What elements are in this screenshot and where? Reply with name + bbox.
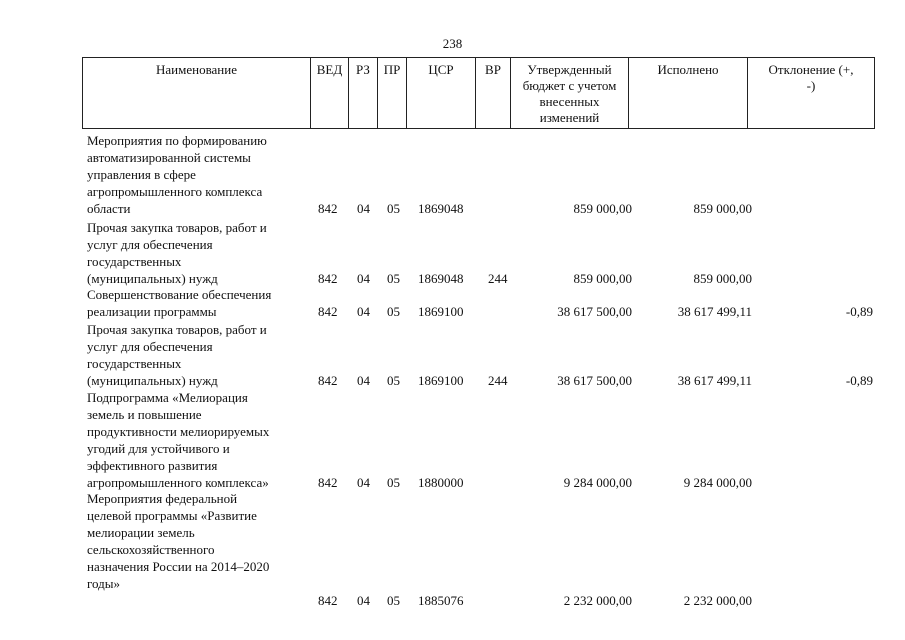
row-rz: 04 xyxy=(357,201,370,216)
row-executed: 9 284 000,00 xyxy=(683,475,752,490)
header-rz: РЗ xyxy=(349,58,378,129)
row-budget: 38 617 500,00 xyxy=(557,304,632,319)
row-rz: 04 xyxy=(357,271,370,286)
row-pr: 05 xyxy=(387,593,400,608)
row-rz: 04 xyxy=(357,593,370,608)
header-budget: Утвержденный бюджет с учетом внесенных изменений xyxy=(511,58,629,129)
row-name: Прочая закупка товаров, работ и услуг для обеспечения государственных (муниципальных) нужд xyxy=(87,220,267,286)
row-deviation: -0,89 xyxy=(845,373,873,388)
table-row xyxy=(0,219,905,287)
header-vr: ВР xyxy=(476,58,511,129)
row-csr: 1885076 xyxy=(418,593,464,608)
row-name: Мероприятия по формированию автоматизированной системы управления в сфере агропромышленного комплекса области xyxy=(87,133,267,216)
row-csr: 1869100 xyxy=(418,304,464,319)
header-ved: ВЕД xyxy=(311,58,349,129)
row-ved: 842 xyxy=(318,201,338,216)
header-deviation: Отклонение (+, -) xyxy=(748,58,875,129)
row-budget: 2 232 000,00 xyxy=(563,593,632,608)
row-rz: 04 xyxy=(357,475,370,490)
row-vr: 244 xyxy=(488,271,508,286)
row-csr: 1869048 xyxy=(418,271,464,286)
table-row xyxy=(0,132,905,217)
row-budget: 859 000,00 xyxy=(573,201,632,216)
row-ved: 842 xyxy=(318,593,338,608)
row-name: Совершенствование обеспечения реализации программы xyxy=(87,287,272,319)
row-name: Прочая закупка товаров, работ и услуг для обеспечения государственных (муниципальных) нужд xyxy=(87,322,267,388)
row-executed: 38 617 499,11 xyxy=(677,373,752,388)
row-executed: 38 617 499,11 xyxy=(677,304,752,319)
table-row xyxy=(0,321,905,389)
header-pr: ПР xyxy=(378,58,407,129)
table-row xyxy=(0,490,905,609)
header-executed: Исполнено xyxy=(629,58,748,129)
row-name: Мероприятия федеральной целевой программы «Развитие мелиорации земель сельскохозяйственного назначения России на 2014–2020 годы» xyxy=(87,491,270,591)
row-budget: 9 284 000,00 xyxy=(563,475,632,490)
row-pr: 05 xyxy=(387,201,400,216)
table-header xyxy=(82,57,875,129)
row-name: Подпрограмма «Мелиорация земель и повышение продуктивности мелиорируемых угодий для устойчивого и эффективного развития агропромышленного комплекса» xyxy=(87,390,270,490)
row-pr: 05 xyxy=(387,475,400,490)
row-budget: 859 000,00 xyxy=(573,271,632,286)
table-row xyxy=(0,389,905,491)
row-executed: 859 000,00 xyxy=(693,271,752,286)
row-ved: 842 xyxy=(318,271,338,286)
row-ved: 842 xyxy=(318,304,338,319)
row-budget: 38 617 500,00 xyxy=(557,373,632,388)
row-pr: 05 xyxy=(387,373,400,388)
row-rz: 04 xyxy=(357,304,370,319)
row-ved: 842 xyxy=(318,373,338,388)
row-csr: 1869048 xyxy=(418,201,464,216)
row-executed: 2 232 000,00 xyxy=(683,593,752,608)
row-executed: 859 000,00 xyxy=(693,201,752,216)
row-ved: 842 xyxy=(318,475,338,490)
page-number: 238 xyxy=(442,36,463,51)
row-vr: 244 xyxy=(488,373,508,388)
header-name: Наименование xyxy=(83,58,311,129)
header-csr: ЦСР xyxy=(407,58,476,129)
row-pr: 05 xyxy=(387,304,400,319)
row-pr: 05 xyxy=(387,271,400,286)
table-body xyxy=(0,132,905,640)
row-csr: 1869100 xyxy=(418,373,464,388)
row-deviation: -0,89 xyxy=(845,304,873,319)
row-csr: 1880000 xyxy=(418,475,464,490)
row-rz: 04 xyxy=(357,373,370,388)
table-row xyxy=(0,286,905,320)
